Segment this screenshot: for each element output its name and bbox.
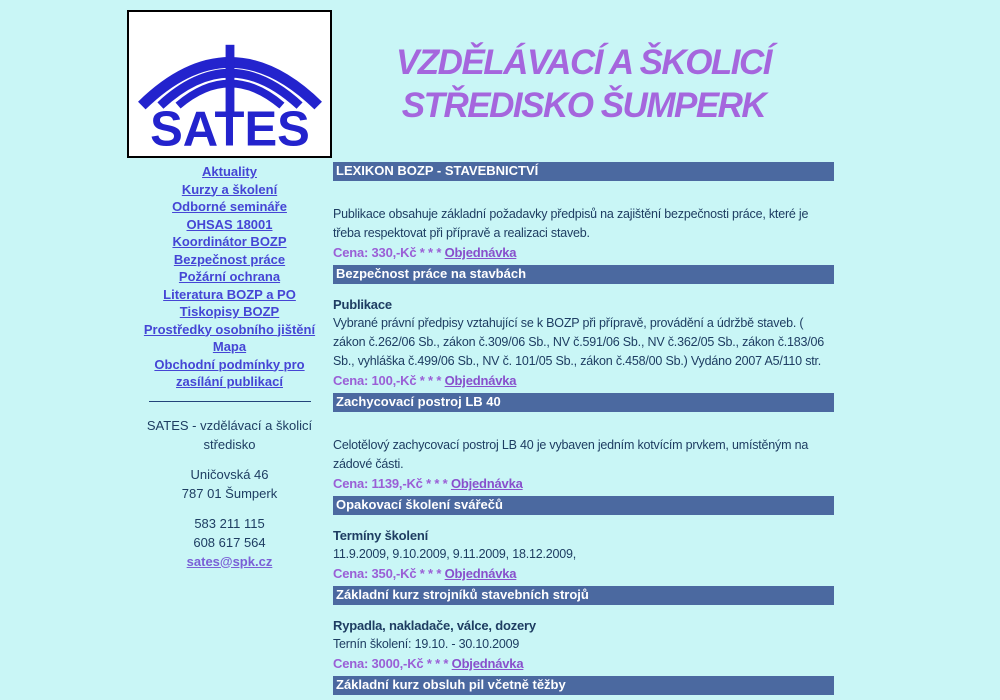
- sidebar-divider: [149, 401, 311, 402]
- price-text: Cena: 3000,-Kč * * *: [333, 656, 449, 671]
- section-subtitle: Rypadla, nakladače, válce, dozery: [333, 618, 536, 633]
- sidebar-item-tiskopisy-bozp[interactable]: Tiskopisy BOZP: [179, 304, 280, 319]
- price-line: [333, 371, 834, 390]
- contact-phone-1: 583 211 115: [194, 515, 265, 531]
- section-body: Ternín školení: 19.10. - 30.10.2009: [333, 637, 520, 651]
- section-body: 11.9.2009, 9.10.2009, 9.11.2009, 18.12.2009,: [333, 547, 577, 561]
- order-link[interactable]: Objednávka: [444, 245, 517, 260]
- section-lexikon-bozp: [333, 162, 834, 262]
- contact-block: [127, 416, 332, 571]
- section-body: Publikace obsahuje základní požadavky předpisů na zajištění bezpečnosti práce, které je třeba respektovat při přípravě a realizaci staveb.: [333, 207, 809, 240]
- section-zakladni-kurz-obsluh-pil: [333, 676, 834, 695]
- left-column: [127, 10, 332, 571]
- sates-arches-logo-icon: [132, 14, 328, 154]
- price-line: [333, 243, 834, 262]
- section-subtitle: Termíny školení: [333, 528, 429, 543]
- page-title-line-2: STŘEDISKO ŠUMPERK: [401, 86, 766, 125]
- section-header: Zachycovací postroj LB 40: [333, 393, 834, 412]
- price-line: [333, 474, 834, 493]
- page-title: [333, 10, 834, 158]
- section-header: Základní kurz strojníků stavebních strojů: [333, 586, 834, 605]
- content-area: [333, 162, 834, 695]
- price-text: Cena: 350,-Kč * * *: [333, 566, 442, 581]
- sidebar-item-kurzy-a-skoleni[interactable]: Kurzy a školení: [181, 181, 278, 197]
- sidebar-item-ohsas-18001[interactable]: OHSAS 18001: [186, 216, 273, 232]
- section-subtitle: Publikace: [333, 297, 392, 312]
- section-zachycovaci-postroj: [333, 393, 834, 493]
- sidebar-item-aktuality[interactable]: Aktuality: [202, 164, 257, 179]
- contact-phone-2: 608 617 564: [193, 534, 266, 550]
- sidebar-nav: [134, 163, 326, 391]
- section-zakladni-kurz-strojniku: [333, 586, 834, 673]
- section-opakovaci-skoleni-svarecu: [333, 496, 834, 583]
- sidebar-item-prostredky-osobniho-jisteni[interactable]: Prostředky osobního jištění: [143, 321, 316, 337]
- contact-address: [127, 465, 332, 503]
- svg-text:SATES: SATES: [149, 102, 310, 154]
- sidebar-item-pozarni-ochrana[interactable]: Požární ochrana: [178, 269, 281, 284]
- order-link[interactable]: Objednávka: [444, 566, 517, 581]
- contact-street: Uničovská 46: [190, 466, 269, 482]
- section-header: Bezpečnost práce na stavbách: [333, 265, 834, 284]
- sidebar-item-koordinator-bozp[interactable]: Koordinátor BOZP: [172, 234, 287, 249]
- price-text: Cena: 330,-Kč * * *: [333, 245, 442, 260]
- price-text: Cena: 100,-Kč * * *: [333, 373, 442, 388]
- section-bezpecnost-prace-na-stavbach: [333, 265, 834, 390]
- order-link[interactable]: Objednávka: [450, 476, 523, 491]
- contact-phones: [127, 514, 332, 571]
- sidebar-item-mapa[interactable]: Mapa: [212, 339, 247, 354]
- contact-name: SATES - vzdělávací a školicí středisko: [146, 417, 313, 452]
- sidebar-item-obchodni-podminky[interactable]: Obchodní podmínky pro zasílání publikací: [154, 356, 305, 389]
- section-header: Základní kurz obsluh pil včetně těžby: [333, 676, 834, 695]
- order-link[interactable]: Objednávka: [451, 656, 524, 671]
- email-link[interactable]: sates@spk.cz: [186, 553, 273, 569]
- price-line: [333, 654, 834, 673]
- sates-logo: [127, 10, 332, 158]
- main-column: [333, 10, 834, 695]
- order-link[interactable]: Objednávka: [444, 373, 517, 388]
- sidebar-item-bezpecnost-prace[interactable]: Bezpečnost práce: [173, 251, 286, 267]
- price-text: Cena: 1139,-Kč * * *: [333, 476, 448, 491]
- section-body: Vybrané právní předpisy vztahující se k BOZP při přípravě, provádění a údržbě staveb. ( zákon č.262/06 Sb., zákon č.309/06 Sb., NV č.591/06 Sb., NV č.362/05 Sb., zákon č.183/06 Sb., vyhláška č.499/06 Sb., NV č. 101/05 Sb., zákon č.458/00 Sb.) Vydáno 2007 A5/110 str.: [333, 316, 825, 368]
- section-body: Celotělový zachycovací postroj LB 40 je vybaven jedním kotvícím prvkem, umístěným na zádové části.: [333, 438, 809, 471]
- section-header: LEXIKON BOZP - STAVEBNICTVÍ: [333, 162, 834, 181]
- sidebar-item-literatura-bozp-a-po[interactable]: Literatura BOZP a PO: [163, 286, 296, 302]
- section-header: Opakovací školení svářečů: [333, 496, 834, 515]
- sidebar-item-odborne-seminare[interactable]: Odborné semináře: [172, 199, 287, 214]
- price-line: [333, 564, 834, 583]
- contact-city: 787 01 Šumperk: [181, 485, 278, 501]
- page-title-line-1: VZDĚLÁVACÍ A ŠKOLICÍ: [395, 43, 772, 82]
